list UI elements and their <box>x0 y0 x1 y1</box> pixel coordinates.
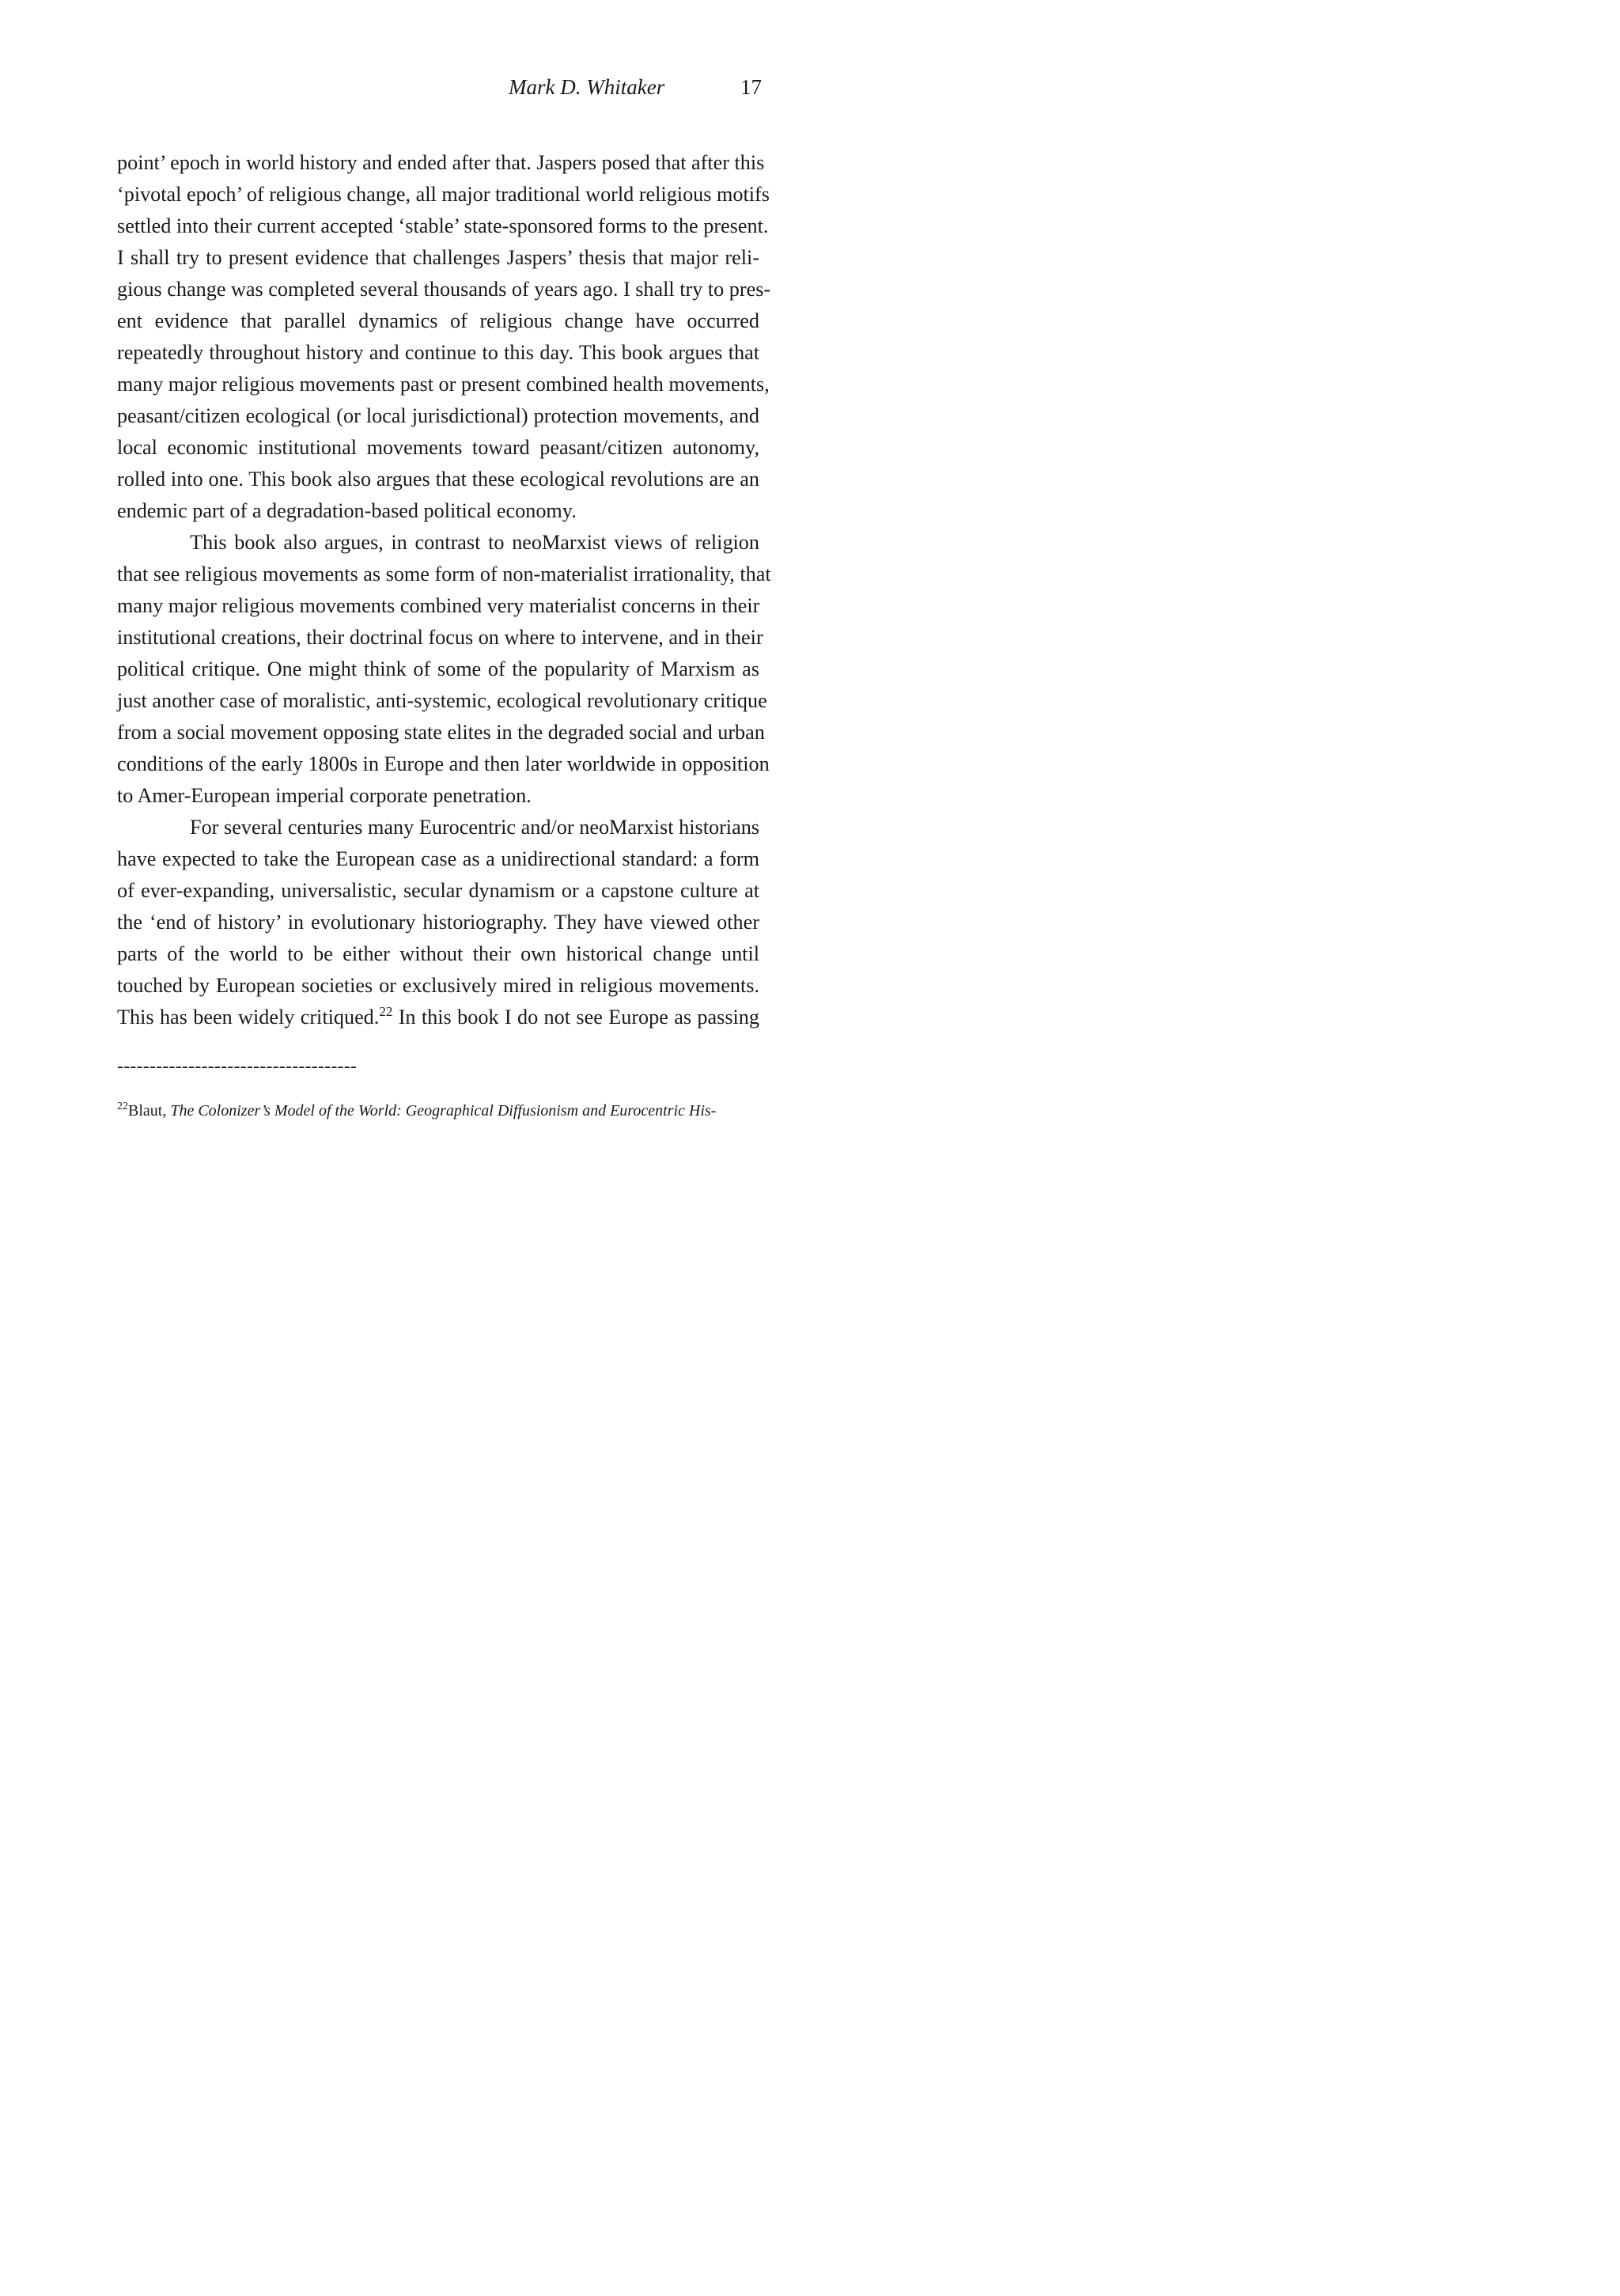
text-line: parts of the world to be either without their own historical change until <box>117 942 759 965</box>
text-line: of ever-expanding, universalistic, secular dynamism or a capstone culture at <box>117 879 759 902</box>
text-line: I shall try to present evidence that challenges Jaspers’ thesis that major reli- <box>117 246 759 269</box>
text-line: political critique. One might think of some of the popularity of Marxism as <box>117 657 759 680</box>
footnote-title: The Colonizer’s Model of the World: Geographical Diffusionism and Eurocentric His- <box>170 1102 717 1120</box>
text-line: the ‘end of history’ in evolutionary historiography. They have viewed other <box>117 911 759 934</box>
text-line: many major religious movements combined very materialist concerns in their <box>117 594 760 617</box>
text-line: touched by European societies or exclusively mired in religious movements. <box>117 974 759 997</box>
footnote <box>117 1099 750 1123</box>
text-line: gious change was completed several thousands of years ago. I shall try to pres- <box>117 278 771 301</box>
footnote-marker: 22 <box>117 1101 128 1112</box>
body-text <box>117 147 771 1033</box>
text-line: repeatedly throughout history and continue to this day. This book argues that <box>117 341 759 364</box>
text-line: institutional creations, their doctrinal focus on where to intervene, and in their <box>117 626 763 649</box>
text-line: from a social movement opposing state elites in the degraded social and urban <box>117 721 765 744</box>
text-line: rolled into one. This book also argues that these ecological revolutions are an <box>117 468 759 491</box>
paragraph-end-line: endemic part of a degradation-based political economy. <box>117 499 577 522</box>
text-line: have expected to take the European case as a unidirectional standard: a form <box>117 847 759 870</box>
paragraph-end-line: to Amer-European imperial corporate penetration. <box>117 784 532 807</box>
text-line: ‘pivotal epoch’ of religious change, all major traditional world religious motifs <box>117 183 770 206</box>
text-line: local economic institutional movements toward peasant/citizen autonomy, <box>117 436 759 459</box>
text-line: settled into their current accepted ‘stable’ state-sponsored forms to the present. <box>117 214 769 237</box>
text-line: that see religious movements as some form of non-materialist irrationality, that <box>117 563 771 585</box>
running-head-author: Mark D. Whitaker <box>509 75 665 99</box>
footnote-separator: ------------------------------------- <box>117 1056 358 1077</box>
text-line-with-footnote-ref <box>117 1002 759 1033</box>
text-line: point’ epoch in world history and ended after that. Jaspers posed that after this <box>117 151 765 174</box>
text-line: conditions of the early 1800s in Europe and then later worldwide in opposition <box>117 752 770 775</box>
text-fragment: In this book I do not see Europe as passing <box>392 1006 759 1029</box>
text-line: ent evidence that parallel dynamics of religious change have occurred <box>117 309 759 332</box>
text-line: many major religious movements past or present combined health movements, <box>117 373 770 396</box>
text-line: peasant/citizen ecological (or local jurisdictional) protection movements, and <box>117 404 759 427</box>
paragraph-first-line: For several centuries many Eurocentric and/or neoMarxist historians <box>190 816 759 839</box>
text-line: just another case of moralistic, anti-systemic, ecological revolutionary critique <box>117 689 767 712</box>
footnote-author: Blaut, <box>128 1102 171 1120</box>
page-number: 17 <box>740 75 762 99</box>
paragraph-first-line: This book also argues, in contrast to neoMarxist views of religion <box>190 531 759 554</box>
footnote-reference[interactable]: 22 <box>379 1004 393 1019</box>
text-fragment: This has been widely critiqued. <box>117 1006 380 1029</box>
